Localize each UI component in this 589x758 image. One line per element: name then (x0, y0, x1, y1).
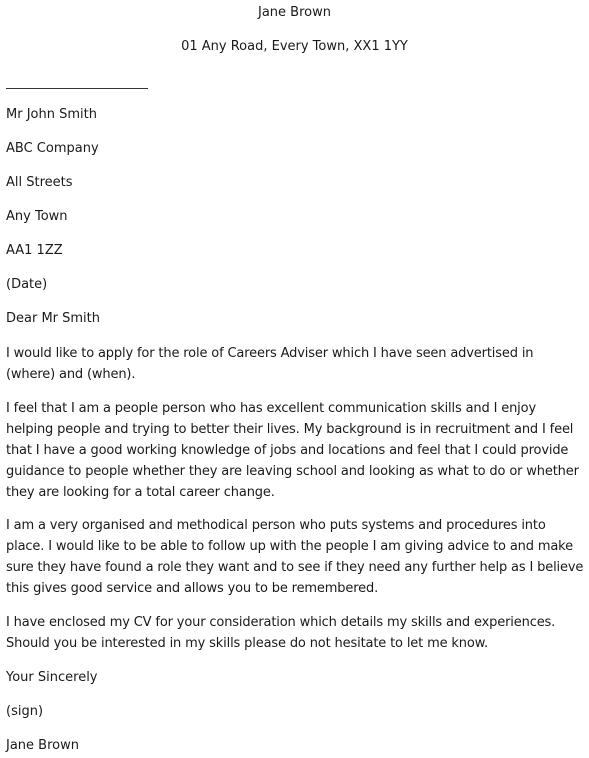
paragraph-4: I have enclosed my CV for your consideration which details my skills and experiences. Should you be interested in my skills please do not hesitate to let me know. (6, 615, 556, 651)
sender-name: Jane Brown (258, 5, 331, 20)
paragraph-3: I am a very organised and methodical person who puts systems and procedures into place. I would like to be able to follow up with the people I am giving advice to and make sure they have found a role they want and to see if they need any further help as I believe this gives good service and allows you to be remembered. (6, 518, 584, 596)
signature-placeholder: (sign) (6, 704, 44, 719)
recipient-town: Any Town (6, 209, 68, 224)
signoff-name: Jane Brown (6, 738, 79, 753)
letter-date: (Date) (6, 277, 48, 292)
closing: Your Sincerely (6, 670, 98, 685)
recipient-name: Mr John Smith (6, 107, 97, 122)
paragraph-1: I would like to apply for the role of Careers Adviser which I have seen advertised in (where) and (when). (6, 346, 534, 382)
divider-rule (6, 88, 148, 89)
recipient-street: All Streets (6, 175, 73, 190)
recipient-company: ABC Company (6, 141, 99, 156)
salutation: Dear Mr Smith (6, 311, 101, 326)
paragraph-2: I feel that I am a people person who has excellent communication skills and I enjoy helping people and trying to better their lives. My background is in recruitment and I feel that I have a good working knowledge of jobs and locations and feel that I could provide guidance to people whether they are leaving school and looking as what to do or whether they are looking for a total career change. (6, 401, 579, 500)
recipient-postcode: AA1 1ZZ (6, 243, 63, 258)
sender-address: 01 Any Road, Every Town, XX1 1YY (181, 39, 408, 54)
